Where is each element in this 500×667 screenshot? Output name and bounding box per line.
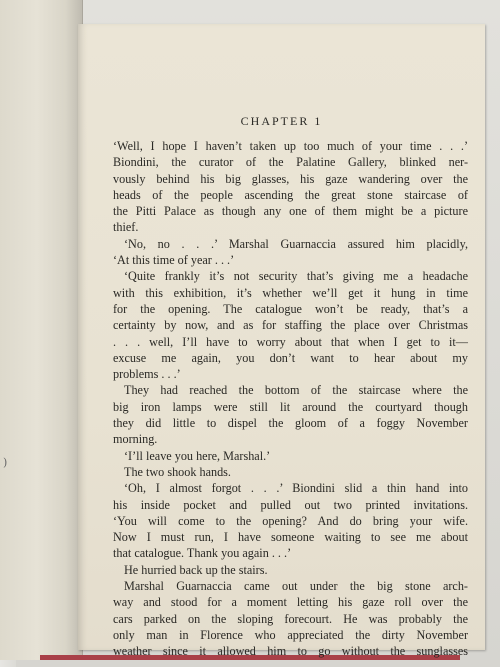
text-line: weather since it allowed him to go without the sunglasses — [113, 644, 468, 659]
text-line: He hurried back up the stairs. — [124, 562, 268, 577]
text-line: . . . well, I’ll have to worry about that when I get to it— — [113, 334, 468, 349]
text-line: way and stood for a moment letting his gaze roll over the — [113, 595, 468, 610]
text-line: his inside pocket and pulled out two printed invitations. — [113, 497, 468, 512]
text-line: Now I must run, I have someone waiting to see me about — [113, 530, 468, 545]
left-page-mark: ) — [3, 456, 8, 469]
text-line: ‘Well, I hope I haven’t taken up too much of your time . . .’ — [113, 139, 468, 153]
chapter-heading: CHAPTER 1 — [240, 114, 323, 128]
text-line: problems . . .’ — [113, 367, 181, 382]
text-line: cars parked on the sloping forecourt. He was probably the — [113, 611, 468, 626]
left-page — [0, 0, 83, 660]
text-line: Marshal Guarnaccia came out under the big stone arch- — [124, 579, 468, 594]
text-line: ‘Oh, I almost forgot . . .’ Biondini slid a thin hand into — [124, 481, 468, 496]
text-line: They had reached the bottom of the staircase where the — [124, 383, 468, 398]
right-page — [78, 24, 485, 659]
text-line: only man in Florence who appreciated the dirty November — [113, 627, 468, 642]
text-line: The two shook hands. — [124, 464, 231, 479]
text-line: heads of the people ascending the great stone staircase of — [113, 187, 468, 202]
text-line: ‘No, no . . .’ Marshal Guarnaccia assured him placidly, — [124, 236, 468, 251]
text-line: excuse me again, you don’t want to hear about my — [113, 350, 468, 365]
text-line: ‘Quite frankly it’s not security that’s giving me a headache — [124, 269, 468, 284]
text-line: Biondini, the curator of the Palatine Gallery, blinked ner- — [113, 155, 468, 170]
text-line: ‘You will come to the opening? And do bring your wife. — [113, 513, 468, 528]
text-line: ‘At this time of year . . .’ — [113, 253, 235, 268]
text-line: big iron lamps were still lit around the courtyard though — [113, 399, 468, 414]
text-line: that catalogue. Thank you again . . .’ — [113, 546, 292, 561]
body-text — [113, 138, 468, 660]
text-line: ‘I’ll leave you here, Marshal.’ — [124, 448, 271, 463]
text-line: morning. — [113, 432, 158, 447]
text-line: the Pitti Palace as though any one of them might be a picture — [113, 204, 468, 219]
text-line: certainty by now, and as for staffing the place over Christmas — [113, 318, 468, 333]
text-line: vously behind his big glasses, his gaze wandering over the — [113, 171, 468, 186]
text-line: thief. — [113, 220, 139, 235]
text-line: for the opening. The catalogue won’t be ready, that’s a — [113, 301, 468, 316]
text-line: they did little to dispel the gloom of a foggy November — [113, 416, 468, 431]
text-line: with this exhibition, it’s whether we’ll get it hung in time — [113, 285, 468, 300]
